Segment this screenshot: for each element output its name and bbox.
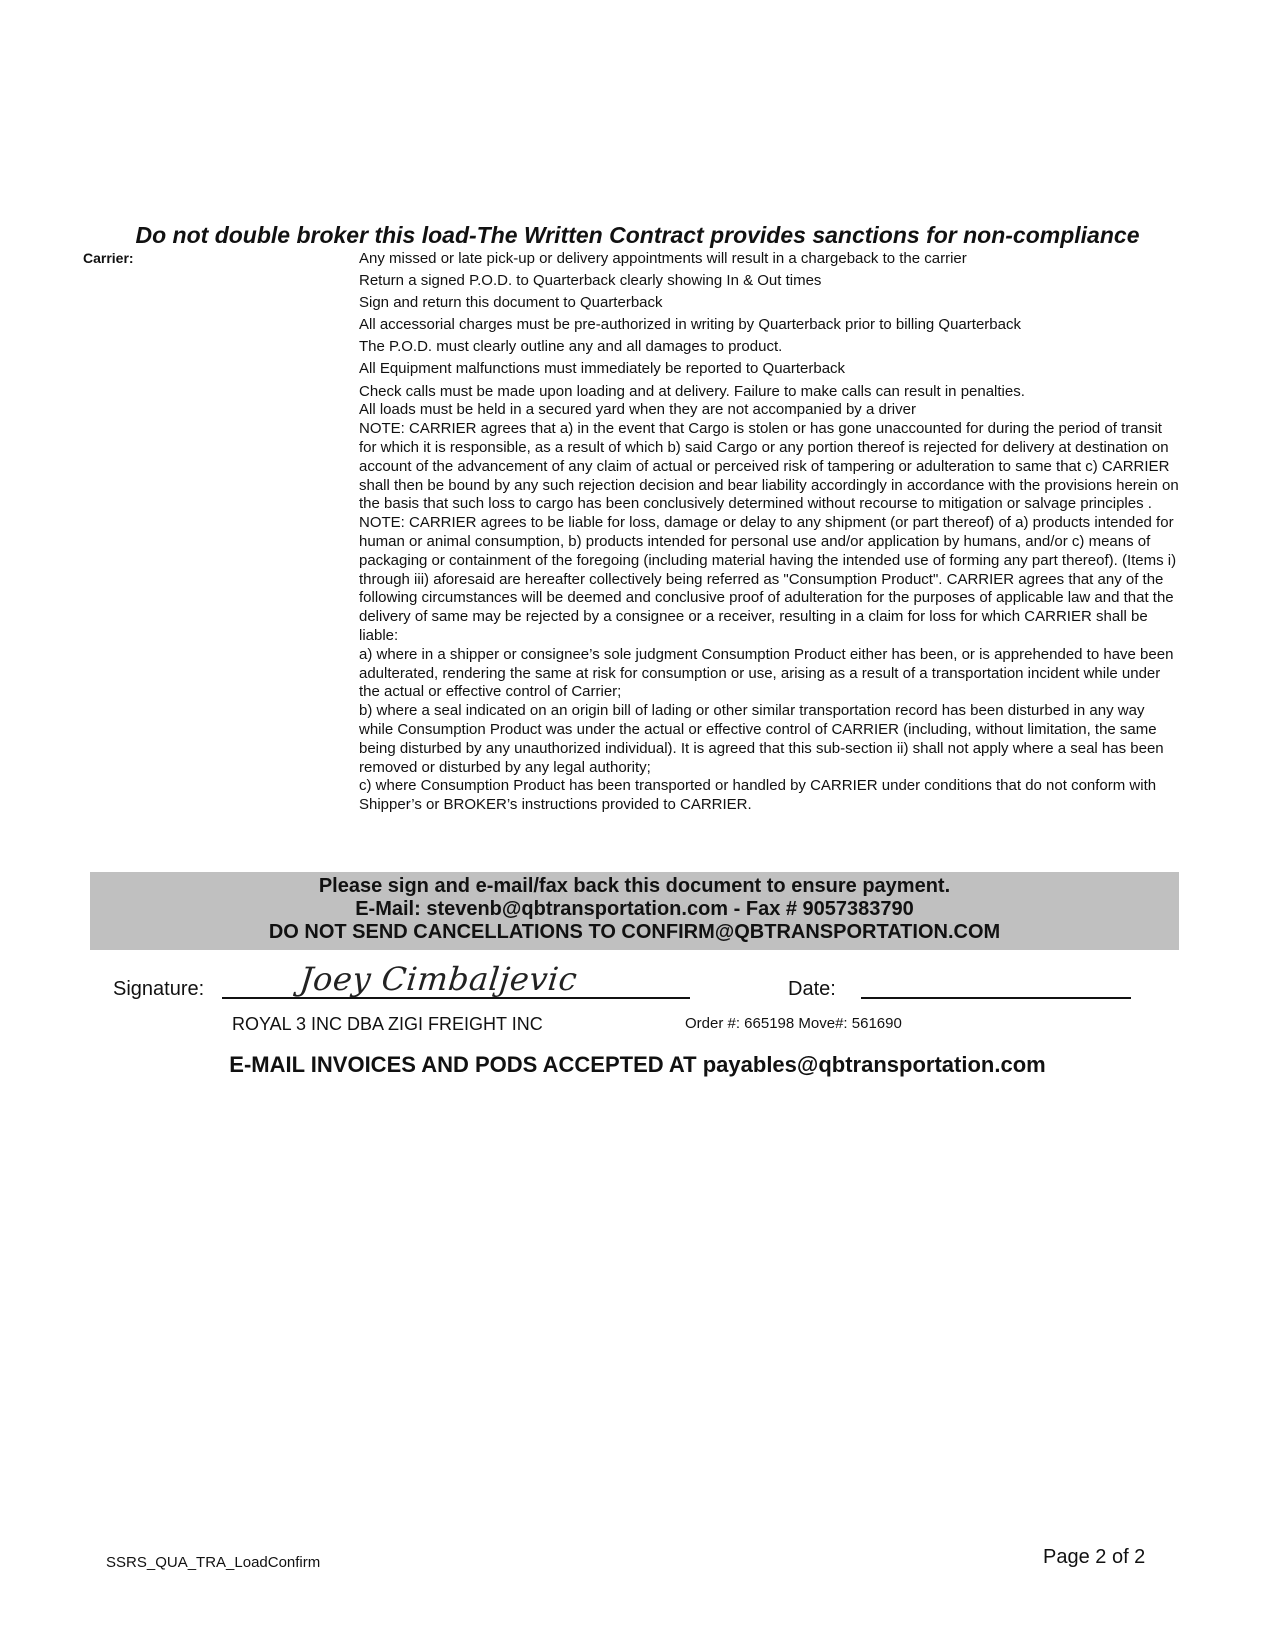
term-item: NOTE: CARRIER agrees that a) in the event that Cargo is stolen or has gone unaccounted for during the period of transit for which it is responsible, as a result of which b) said Cargo or any portion thereof is rejected for delivery at destination on account of the advancement of any claim of actual or perceived risk of tampering or adulteration to same that c) CARRIER shall then be bound by any such rejection decision and bear liability accordingly in accordance with the provisions herein on the basis that such loss to cargo has been conclusively determined without recourse to mitigation or salvage principles . [359, 420, 1179, 513]
sign-and-return-banner [90, 872, 1179, 950]
term-item: Return a signed P.O.D. to Quarterback clearly showing In & Out times [359, 272, 822, 290]
signature-label: Signature: [113, 978, 205, 1000]
term-item: All loads must be held in a secured yard when they are not accompanied by a driver [359, 401, 916, 419]
term-item: NOTE: CARRIER agrees to be liable for loss, damage or delay to any shipment (or part thereof) of a) products intended for human or animal consumption, b) products intended for personal use and/or application by humans, and/or c) means of packaging or containment of the foregoing (including material having the intended use of forming any part thereof). (Items i) through iii) aforesaid are hereafter collectively being referred as "Consumption Product". CARRIER agrees that any of the following circumstances will be deemed and conclusive proof of adulteration for the purposes of applicable law and that the delivery of same may be rejected by a consignee or a receiver, resulting in a claim for loss for which CARRIER shall be liable: [359, 514, 1177, 644]
order-move-info: Order #: 665198 Move#: 561690 [685, 1015, 902, 1032]
invoice-email-note: E-MAIL INVOICES AND PODS ACCEPTED AT payables@qbtransportation.com [229, 1052, 1046, 1077]
carrier-terms [359, 250, 1181, 815]
date-label: Date: [788, 978, 836, 1000]
term-item: The P.O.D. must clearly outline any and all damages to product. [359, 338, 783, 356]
handwritten-signature: Joey Cimbaljevic [298, 960, 580, 998]
term-item: a) where in a shipper or consignee’s sole judgment Consumption Product either has been, or is apprehended to have been adulterated, rendering the same at risk for consumption or use, arising as a result of a transportation incident while under the actual or effective control of Carrier; [359, 645, 1174, 701]
banner-line: Please sign and e-mail/fax back this document to ensure payment. [318, 875, 951, 897]
page-number: Page 2 of 2 [1043, 1546, 1146, 1568]
report-name: SSRS_QUA_TRA_LoadConfirm [106, 1554, 321, 1571]
carrier-name: ROYAL 3 INC DBA ZIGI FREIGHT INC [232, 1014, 543, 1034]
term-item: c) where Consumption Product has been transported or handled by CARRIER under conditions that do not conform with Shipper’s or BROKER’s instructions provided to CARRIER. [359, 777, 1157, 814]
term-item: Check calls must be made upon loading and at delivery. Failure to make calls can result in penalties. [359, 382, 1025, 400]
term-item: All accessorial charges must be pre-authorized in writing by Quarterback prior to billing Quarterback [359, 316, 1021, 334]
date-line [861, 997, 1131, 999]
banner-cancellations-note: DO NOT SEND CANCELLATIONS TO CONFIRM@QBTRANSPORTATION.COM [268, 921, 1001, 943]
double-broker-warning: Do not double broker this load-The Written Contract provides sanctions for non-compliance [135, 222, 1140, 248]
term-item: Sign and return this document to Quarterback [359, 294, 663, 312]
banner-email-fax: E-Mail: stevenb@qbtransportation.com - Fax # 9057383790 [355, 898, 914, 920]
carrier-label: Carrier: [83, 250, 134, 266]
term-item: b) where a seal indicated on an origin bill of lading or other similar transportation record has been disturbed in any way while Consumption Product was under the actual or effective control of CARRIER (including, without limitation, the same being disturbed by any unauthorized individual). It is agreed that this sub-section ii) shall not apply where a seal has been removed or disturbed by any legal authority; [359, 702, 1164, 776]
term-item: All Equipment malfunctions must immediately be reported to Quarterback [359, 360, 846, 378]
term-item: Any missed or late pick-up or delivery appointments will result in a chargeback to the carrier [359, 250, 967, 267]
